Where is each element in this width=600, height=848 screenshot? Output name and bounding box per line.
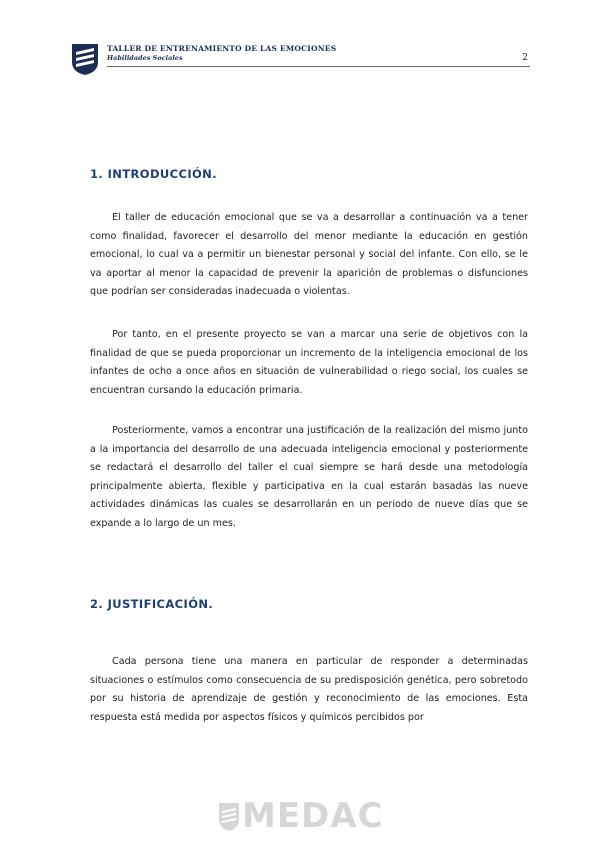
paragraph-intro-2: Por tanto, en el presente proyecto se van a marcar una serie de objetivos con la finalidad de que se pueda proporcionar un incremento de la inteligencia emocional de los infantes de ocho a once años en situación de vulnerabilidad o riego social, los cuales se encuentran cursando la educación primaria. [90, 329, 528, 396]
header-rule [107, 66, 530, 67]
medac-shield-icon [70, 42, 100, 76]
paragraph-justificacion-1: Cada persona tiene una manera en particular de responder a determinadas situaciones o estímulos como consecuencia de su predisposición genética, pero sobretodo por su historia de aprendizaje de gestión y reconocimiento de las emociones. Esta respuesta está medida por aspectos físicos y químicos percibidos por [90, 656, 528, 723]
medac-shield-watermark-icon [218, 802, 240, 832]
section-heading-justificacion: 2. JUSTIFICACIÓN. [90, 597, 214, 611]
footer-brand: MEDAC [242, 796, 384, 836]
paragraph-intro-3: Posteriormente, vamos a encontrar una justificación de la realización del mismo junto a la importancia del desarrollo de una adecuada inteligencia emocional y posteriormente se redactará el desarrollo del taller el cual siempre se hará desde una metodología principalmente abierta, flexible y participativa en la cual estarán basadas las nueve actividades dinámicas las cuales se desarrollarán en un periodo de nueve días que se expande a lo largo de un mes. [90, 425, 528, 529]
page-number: 2 [522, 53, 528, 63]
footer-logo [218, 796, 384, 838]
header-title: TALLER DE ENTRENAMIENTO DE LAS EMOCIONES [107, 44, 337, 53]
header-subtitle: Habilidades Sociales [107, 54, 183, 62]
section-heading-introduccion: 1. INTRODUCCIÓN. [90, 167, 217, 181]
paragraph-intro-1: El taller de educación emocional que se va a desarrollar a continuación va a tener como finalidad, favorecer el desarrollo del menor mediante la educación en gestión emocional, lo cual va a permitir un bienestar personal y social del infante. Con ello, se le va aportar al menor la capacidad de prevenir la aparición de problemas o disfunciones que podrían ser consideradas inadecuada o violentas. [90, 212, 528, 298]
page-header [70, 42, 530, 76]
